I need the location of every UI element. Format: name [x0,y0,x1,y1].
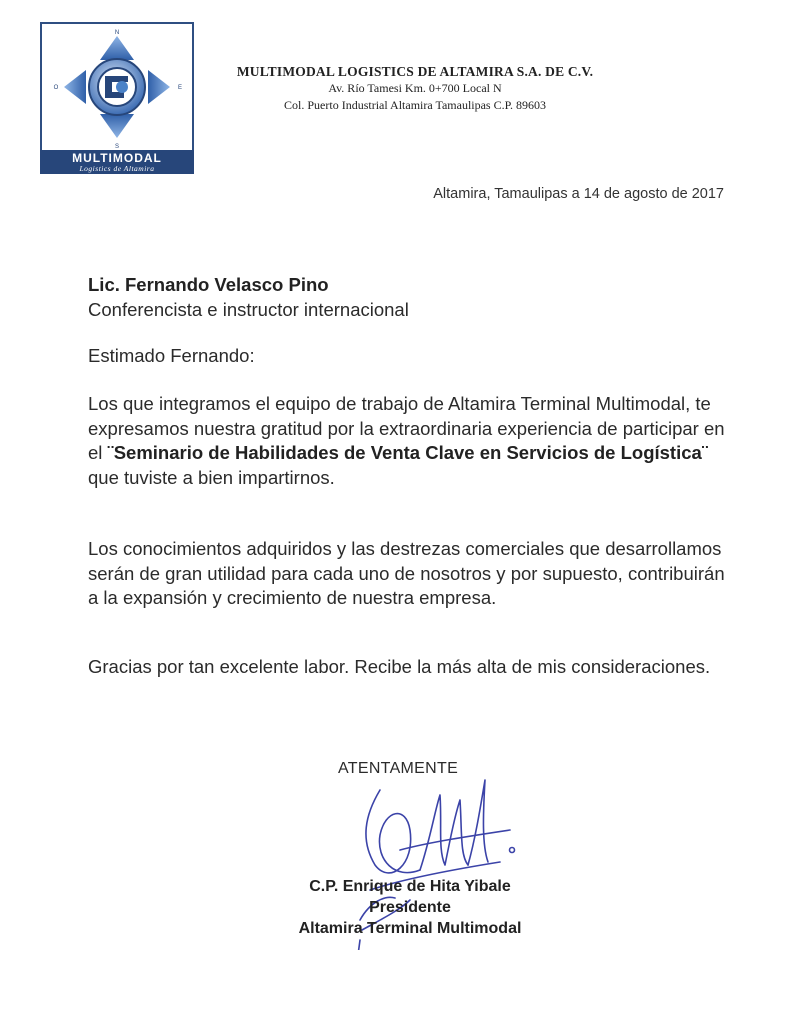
body-paragraph-2: Los conocimientos adquiridos y las destrezas comerciales que desarrollamos serán de gran utilidad para cada uno de nosotros y por supuesto, contribuirán a la expansión y crecimiento de nuestra empresa. [88,538,725,608]
logo-brand-name: MULTIMODAL [72,151,162,165]
letter-date: Altamira, Tamaulipas a 14 de agosto de 2017 [433,186,724,202]
closing: ATENTAMENTE [338,760,459,777]
svg-text:E: E [177,85,183,91]
recipient-name: Lic. Fernando Velasco Pino [88,274,329,295]
svg-text:S: S [114,144,120,150]
compass-emblem-icon [42,24,192,150]
signer-organization: Altamira Terminal Multimodal [298,920,522,937]
company-name: MULTIMODAL LOGISTICS DE ALTAMIRA S.A. DE C.V. [236,64,594,79]
body-paragraph-1 [88,392,728,490]
company-logo [40,22,194,174]
signer-name: C.P. Enrique de Hita Yibale [309,878,511,895]
logo-frame [40,22,194,152]
logo-band [40,150,194,174]
recipient-title: Conferencista e instructor internacional [88,299,409,320]
letterhead [205,64,625,114]
seminar-title: ¨Seminario de Habilidades de Venta Clave en Servicios de Logística¨ [107,442,708,463]
logo-tagline: Logistics de Altamira [79,164,155,173]
body-paragraph-3: Gracias por tan excelente labor. Recibe la más alta de mis consideraciones. [88,656,711,677]
paragraph-1-text-start: Los que integramos el equipo de trabajo de Altamira Terminal Multimodal, te expresamos nuestra gratitud por la extraordinaria experiencia de participar en el [88,393,725,463]
salutation: Estimado Fernando: [88,345,255,366]
svg-text:O: O [53,85,59,91]
company-address-line2: Col. Puerto Industrial Altamira Tamaulipas C.P. 89603 [284,98,546,112]
company-address-line1: Av. Río Tamesi Km. 0+700 Local N [328,81,502,95]
signer-position: Presidente [369,899,451,916]
recipient-block [88,272,409,322]
paragraph-1-text-end: que tuviste a bien impartirnos. [88,466,335,488]
svg-text:N: N [114,30,120,36]
